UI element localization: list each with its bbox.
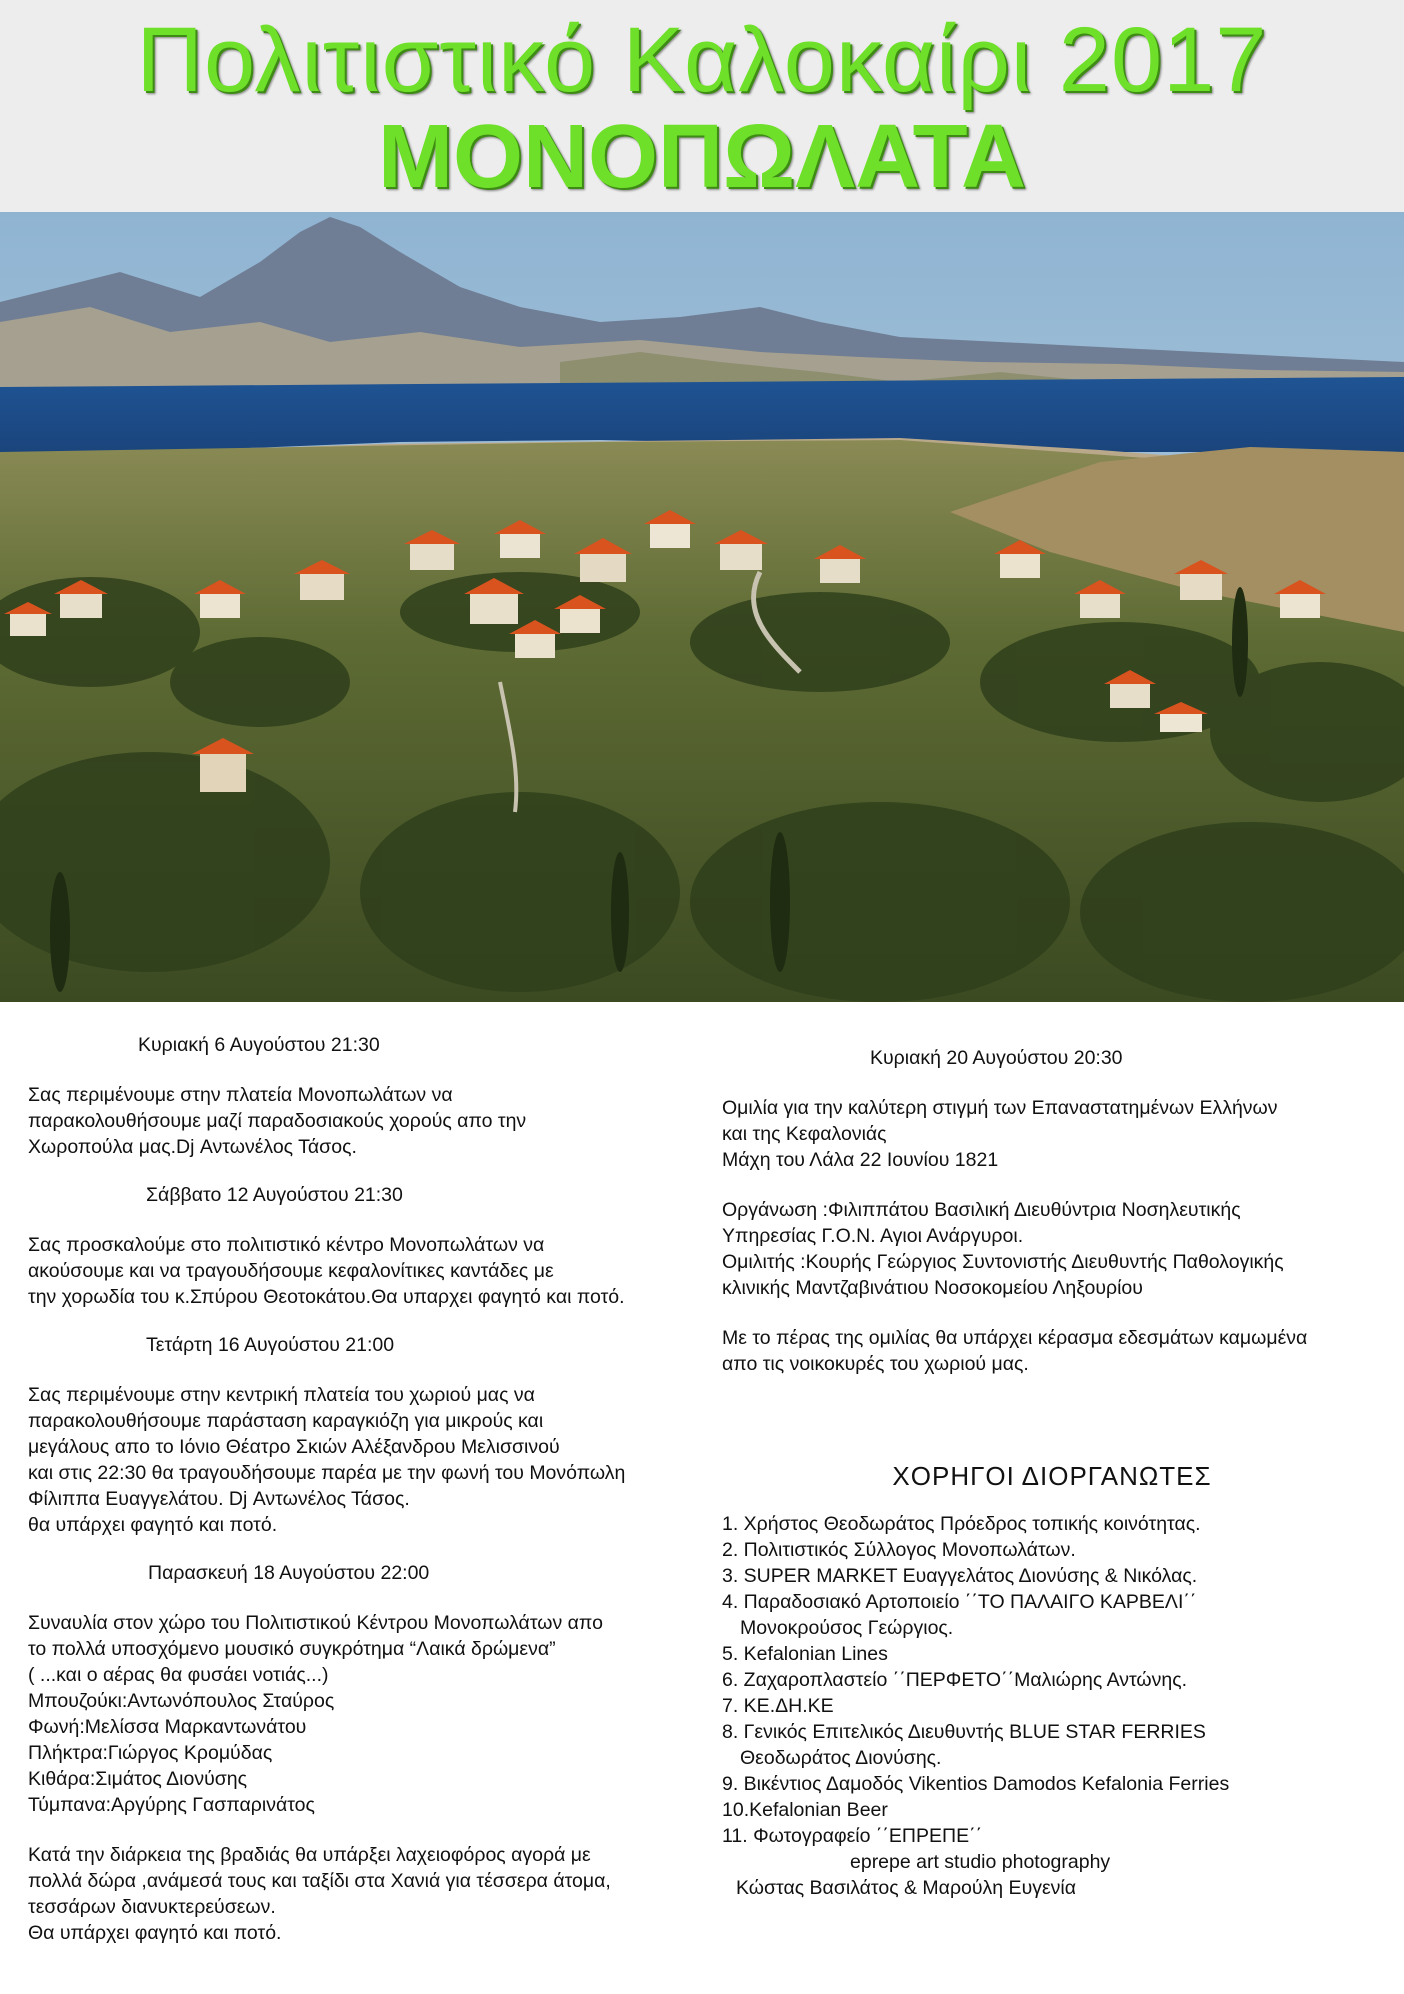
event-text-line: Χωροπούλα μας.Dj Αντωνέλος Τάσος. [28, 1136, 357, 1158]
band-member: Τύμπανα:Αργύρης Γασπαρινάτος [28, 1794, 315, 1816]
speaker-line: κλινικής Μαντζαβινάτιου Νοσοκομείου Ληξουρίου [722, 1277, 1143, 1299]
sponsor-subline: Θεοδωράτος Διονύσης. [740, 1747, 942, 1769]
sponsor-subline: Μονοκρούσος Γεώργιος. [740, 1617, 954, 1639]
event-date: Κυριακή 20 Αυγούστου 20:30 [870, 1047, 1123, 1069]
event-block [28, 1332, 698, 1538]
event-block [722, 1045, 1382, 1377]
event-text-line: το πολλά υποσχόμενο μουσικό συγκρότημα “Λαικά δρώμενα” [28, 1638, 556, 1660]
event-text-line: Φίλιππα Ευαγγελάτου. Dj Αντωνέλος Τάσος. [28, 1488, 410, 1510]
sponsor-item: 7. ΚΕ.ΔΗ.ΚΕ [722, 1695, 834, 1717]
event-text-line: θα υπάρχει φαγητό και ποτό. [28, 1514, 278, 1536]
event-text-line: μεγάλους απο το Ιόνιο Θέατρο Σκιών Αλέξανδρου Μελισσινού [28, 1436, 560, 1458]
event-text-line: παρακολουθήσουμε μαζί παραδοσιακούς χορούς απο την [28, 1110, 527, 1132]
event-text-line: απο τις νοικοκυρές του χωριού μας. [722, 1353, 1029, 1375]
event-text-line: πολλά δώρα ,ανάμεσά τους και ταξίδι στα Χανιά για τέσσερα άτομα, [28, 1870, 611, 1892]
event-text-line: τεσσάρων διανυκτερεύσεων. [28, 1896, 276, 1918]
sponsor-item: 6. Ζαχαροπλαστείο ΄΄ΠΕΡΦΕΤΟ΄΄Μαλιώρης Αντώνης. [722, 1669, 1188, 1691]
event-text-line: Σας περιμένουμε στην πλατεία Μονοπωλάτων να [28, 1084, 453, 1106]
sponsor-item: 3. SUPER MARKET Ευαγγελάτος Διονύσης & Νικόλας. [722, 1565, 1198, 1587]
event-date: Τετάρτη 16 Αυγούστου 21:00 [146, 1334, 395, 1356]
sponsor-item: 4. Παραδοσιακό Αρτοποιείο ΄΄ΤΟ ΠΑΛΑΙΓΟ ΚΑΡΒΕΛΙ΄΄ [722, 1591, 1197, 1613]
event-text-line: Κατά την διάρκεια της βραδιάς θα υπάρξει λαχειοφόρος αγορά με [28, 1844, 591, 1866]
event-text-line: ακούσουμε και να τραγουδήσουμε κεφαλονίτικες καντάδες με [28, 1260, 554, 1282]
band-member: Μπουζούκι:Αντωνόπουλος Σταύρος [28, 1690, 335, 1712]
sponsor-item: 2. Πολιτιστικός Σύλλογος Μονοπωλάτων. [722, 1539, 1076, 1561]
event-text-line: την χορωδία του κ.Σπύρου Θεοτοκάτου.Θα υπαρχει φαγητό και ποτό. [28, 1286, 625, 1308]
photographers-credit: Κώστας Βασιλάτος & Μαρούλη Ευγενία [736, 1877, 1077, 1899]
event-text-line: Συναυλία στον χώρο του Πολιτιστικού Κέντρου Μονοπωλάτων απο [28, 1612, 603, 1634]
event-text-line: Μάχη του Λάλα 22 Ιουνίου 1821 [722, 1149, 999, 1171]
sponsors-heading: ΧΟΡΗΓΟΙ ΔΙΟΡΓΑΝΩΤΕΣ [892, 1461, 1212, 1491]
band-member: Κιθάρα:Σιμάτος Διονύσης [28, 1768, 248, 1790]
band-member: Πλήκτρα:Γιώργος Κρομύδας [28, 1742, 273, 1764]
sponsors-section [722, 1463, 1382, 1901]
event-block [28, 1560, 698, 1946]
event-text-line: Θα υπάρχει φαγητό και ποτό. [28, 1922, 282, 1944]
sponsor-item: 1. Χρήστος Θεοδωράτος Πρόεδρος τοπικής κοινότητας. [722, 1513, 1201, 1535]
village-name: ΜΟΝΟΠΩΛΑΤΑ [378, 107, 1026, 207]
photo-studio-credit: eprepe art studio photography [850, 1851, 1111, 1873]
event-text-line: Σας προσκαλούμε στο πολιτιστικό κέντρο Μονοπωλάτων να [28, 1234, 545, 1256]
sponsors-list [722, 1511, 1382, 1901]
sponsor-item: 5. Kefalonian Lines [722, 1643, 888, 1665]
event-text-line: ( ...και ο αέρας θα φυσάει νοτιάς...) [28, 1664, 329, 1686]
page-title: Πολιτιστικό Καλοκαίρι 2017 [136, 9, 1268, 111]
sponsor-item: 8. Γενικός Επιτελικός Διευθυντής BLUE STAR FERRIES [722, 1721, 1206, 1743]
event-date: Παρασκευή 18 Αυγούστου 22:00 [148, 1562, 430, 1584]
event-text-line: Με το πέρας της ομιλίας θα υπάρχει κέρασμα εδεσμάτων καμωμένα [722, 1327, 1308, 1349]
header-banner [0, 0, 1404, 212]
event-text-line: Σας περιμένουμε στην κεντρική πλατεία του χωριού μας να [28, 1384, 535, 1406]
events-left-column [28, 1032, 698, 1946]
event-text-line: παρακολουθήσουμε παράσταση καραγκιόζη για μικρούς και [28, 1410, 544, 1432]
events-right-column [722, 1045, 1382, 1901]
event-text-line: και της Κεφαλονιάς [722, 1123, 887, 1145]
organizer-line: Υπηρεσίας Γ.Ο.Ν. Αγιοι Ανάργυροι. [722, 1225, 1024, 1247]
event-date: Σάββατο 12 Αυγούστου 21:30 [146, 1184, 403, 1206]
event-text-line: και στις 22:30 θα τραγουδήσουμε παρέα με την φωνή του Μονόπωλη [28, 1462, 626, 1484]
organizer-line: Οργάνωση :Φιλιππάτου Βασιλική Διευθύντρια Νοσηλευτικής [722, 1199, 1241, 1221]
event-text-line: Ομιλία για την καλύτερη στιγμή των Επαναστατημένων Ελλήνων [722, 1097, 1278, 1119]
band-member: Φωνή:Μελίσσα Μαρκαντωνάτου [28, 1716, 307, 1738]
speaker-line: Ομιλιτής :Κουρής Γεώργιος Συντονιστής Διευθυντής Παθολογικής [722, 1251, 1284, 1273]
event-date: Κυριακή 6 Αυγούστου 21:30 [138, 1034, 380, 1056]
event-block [28, 1032, 698, 1160]
sponsor-item: 11. Φωτογραφείο ΄΄ΕΠΡΕΠΕ΄΄ [722, 1825, 983, 1847]
event-block [28, 1182, 698, 1310]
village-landscape-photo [0, 212, 1404, 1002]
sponsor-item: 9. Βικέντιος Δαμοδός Vikentios Damodos Kefalonia Ferries [722, 1773, 1230, 1795]
sponsor-item: 10.Kefalonian Beer [722, 1799, 888, 1821]
